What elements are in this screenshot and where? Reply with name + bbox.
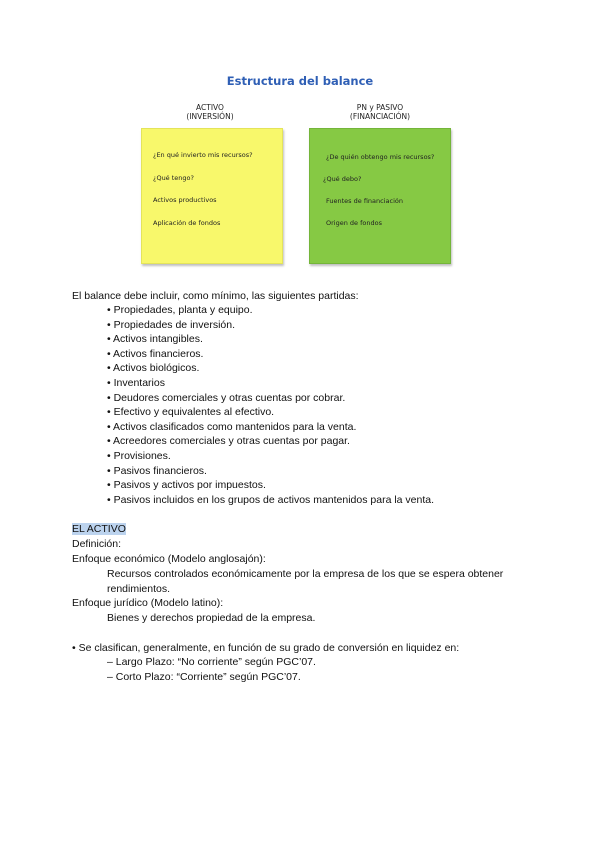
list-item: • Activos financieros. <box>107 347 434 362</box>
definicion-label: Definición: <box>72 538 122 550</box>
list-item: • Activos biológicos. <box>107 361 434 376</box>
enfoque-juridico-label: Enfoque jurídico (Modelo latino): <box>72 597 224 609</box>
pasivo-heading-line1: PN y PASIVO <box>356 103 404 112</box>
figure-title: Estructura del balance <box>226 74 374 88</box>
partidas-list <box>107 303 434 507</box>
list-item: • Pasivos incluidos en los grupos de activos mantenidos para la venta. <box>107 493 434 508</box>
section-heading-text: EL ACTIVO <box>72 523 126 535</box>
activo-box-line: Activos productivos <box>153 196 217 204</box>
corto-plazo-line: – Corto Plazo: “Corriente” según PGC’07. <box>107 671 301 683</box>
activo-heading-line1: ACTIVO <box>196 103 224 112</box>
activo-box <box>141 128 283 264</box>
list-item: • Propiedades de inversión. <box>107 318 434 333</box>
economico-text-line2: rendimientos. <box>107 583 171 595</box>
activo-box-line: Aplicación de fondos <box>153 219 221 227</box>
clasificacion-paragraph: • Se clasifican, generalmente, en función de su grado de conversión en liquidez en: <box>72 642 460 654</box>
pasivo-box-line: Origen de fondos <box>326 219 382 227</box>
activo-heading-line2: (INVERSIÓN) <box>186 112 234 121</box>
activo-box-line: ¿Qué tengo? <box>153 174 194 182</box>
section-heading <box>72 522 126 536</box>
enfoque-economico-label: Enfoque económico (Modelo anglosajón): <box>72 553 266 565</box>
juridico-text: Bienes y derechos propiedad de la empresa. <box>107 612 316 624</box>
list-item: • Provisiones. <box>107 449 434 464</box>
list-item: • Inventarios <box>107 376 434 391</box>
list-item: • Activos intangibles. <box>107 332 434 347</box>
pasivo-heading-line2: (FINANCIACIÓN) <box>349 112 411 121</box>
pasivo-box-line: Fuentes de financiación <box>326 197 403 205</box>
activo-column-heading <box>140 103 280 121</box>
list-item: • Pasivos financieros. <box>107 464 434 479</box>
list-item: • Pasivos y activos por impuestos. <box>107 478 434 493</box>
largo-plazo-line: – Largo Plazo: “No corriente” según PGC’07. <box>107 656 316 668</box>
activo-box-line: ¿En qué invierto mis recursos? <box>153 151 253 159</box>
list-item: • Deudores comerciales y otras cuentas por cobrar. <box>107 391 434 406</box>
list-item: • Propiedades, planta y equipo. <box>107 303 434 318</box>
intro-paragraph: El balance debe incluir, como mínimo, las siguientes partidas: <box>72 290 359 302</box>
pasivo-column-heading <box>310 103 450 121</box>
list-item: • Efectivo y equivalentes al efectivo. <box>107 405 434 420</box>
pasivo-box-line: ¿De quién obtengo mis recursos? <box>326 153 435 161</box>
economico-text-line1: Recursos controlados económicamente por la empresa de los que se espera obtener <box>107 568 504 580</box>
list-item: • Activos clasificados como mantenidos para la venta. <box>107 420 434 435</box>
pasivo-box <box>309 128 451 264</box>
list-item: • Acreedores comerciales y otras cuentas por pagar. <box>107 434 434 449</box>
pasivo-box-line: ¿Qué debo? <box>323 175 362 183</box>
